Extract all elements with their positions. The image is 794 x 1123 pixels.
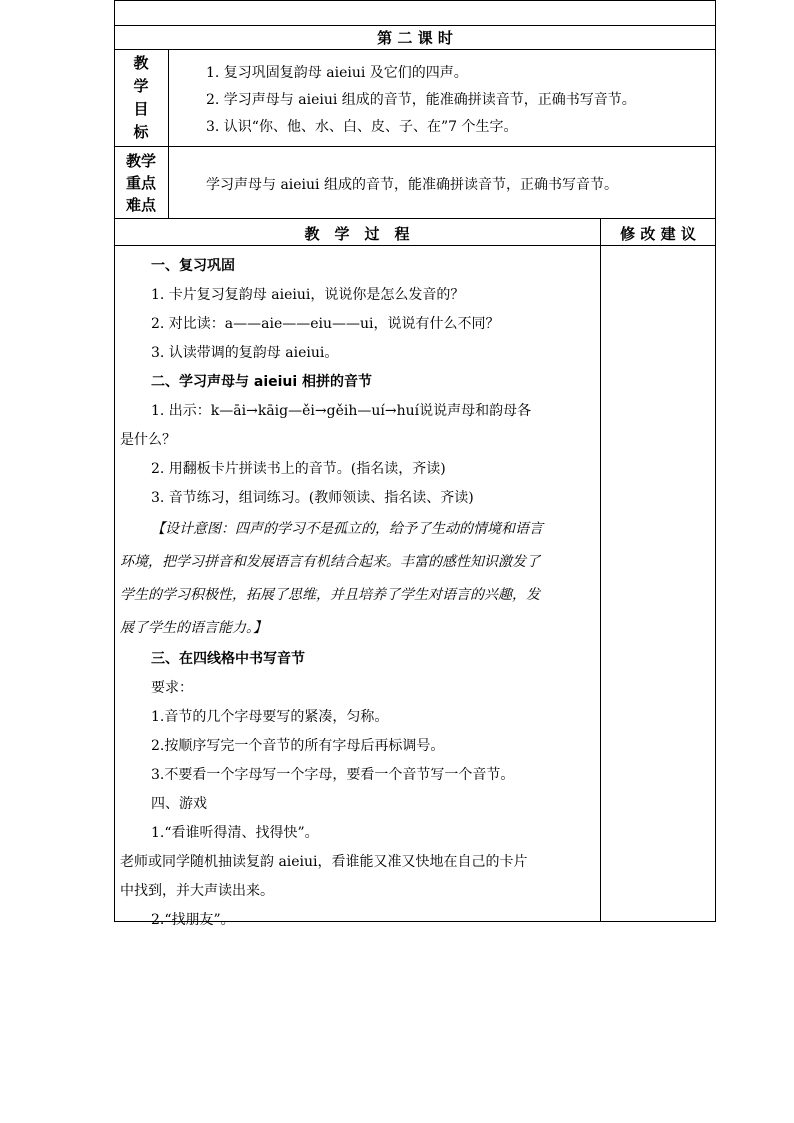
table-divider bbox=[114, 146, 716, 147]
label-column-divider bbox=[168, 49, 169, 219]
process-item: 2. 对比读：a——aie——eiu——ui，说说有什么不同？ bbox=[151, 316, 500, 332]
revise-header: 修 改 建 议 bbox=[620, 225, 696, 243]
table-border-right bbox=[715, 0, 716, 922]
table-divider bbox=[114, 49, 716, 50]
process-item: 3. 认读带调的复韵母 aieiui。 bbox=[151, 345, 339, 361]
lesson-plan-table bbox=[114, 0, 716, 928]
process-item-continuation: 是什么？ bbox=[120, 432, 176, 448]
process-item-desc: 中找到，并大声读出来。 bbox=[120, 883, 274, 899]
design-intent-line: 环境，把学习拼音和发展语言有机结合起来。丰富的感性知识激发了 bbox=[120, 554, 540, 570]
section-title: 一、复习巩固 bbox=[151, 258, 235, 274]
revise-suggestions-cell[interactable] bbox=[601, 246, 715, 921]
goal-item: 2. 学习声母与 aieiui 组成的音节，能准确拼读音节，正确书写音节。 bbox=[206, 92, 636, 108]
key-points-label-line: 重点 bbox=[125, 174, 156, 192]
section-title: 三、在四线格中书写音节 bbox=[151, 651, 305, 667]
key-points-label bbox=[114, 150, 168, 216]
process-item: 1.音节的几个字母要写的紧凑，匀称。 bbox=[151, 709, 389, 725]
process-item: 3. 音节练习，组词练习。(教师领读、指名读、齐读) bbox=[151, 490, 474, 506]
section-title: 二、学习声母与 aieiui 相拼的音节 bbox=[151, 374, 373, 390]
key-points-label-line: 难点 bbox=[125, 196, 156, 214]
process-header: 教 学 过 程 bbox=[304, 225, 410, 243]
goal-item: 3. 认识“你、他、水、白、皮、子、在”7 个生字。 bbox=[206, 119, 518, 135]
section-title: 四、游戏 bbox=[151, 796, 207, 812]
table-border-top bbox=[114, 0, 716, 1]
goals-label-char: 学 bbox=[133, 77, 149, 95]
requirement-label: 要求： bbox=[151, 680, 193, 696]
process-item-desc: 老师或同学随机抽读复韵 aieiui，看谁能又准又快地在自己的卡片 bbox=[120, 854, 528, 870]
table-divider bbox=[114, 218, 716, 219]
key-points-label-line: 教学 bbox=[125, 152, 156, 170]
goals-label-char: 目 bbox=[133, 100, 149, 118]
goals-label-char: 标 bbox=[133, 123, 149, 141]
design-intent-line: 【设计意图：四声的学习不是孤立的，给予了生动的情境和语言 bbox=[151, 521, 543, 537]
process-item: 2. 用翻板卡片拼读书上的音节。(指名读，齐读) bbox=[151, 461, 446, 477]
design-intent-line: 展了学生的语言能力。】 bbox=[120, 620, 267, 636]
process-item: 2.“找朋友”。 bbox=[151, 912, 235, 928]
process-item: 2.按顺序写完一个音节的所有字母后再标调号。 bbox=[151, 738, 445, 754]
goals-label-char: 教 bbox=[133, 54, 149, 72]
goals-label bbox=[114, 52, 168, 144]
process-item: 3.不要看一个字母写一个字母，要看一个音节写一个音节。 bbox=[151, 767, 515, 783]
process-item: 1. 出示：k—āi→kāig—ěi→gěih—uí→huí说说声母和韵母各 bbox=[151, 403, 532, 419]
process-item: 1.“看谁听得清、找得快”。 bbox=[151, 825, 319, 841]
lesson-title: 第 二 课 时 bbox=[377, 29, 453, 47]
table-divider bbox=[114, 25, 716, 26]
process-item: 1. 卡片复习复韵母 aieiui，说说你是怎么发音的？ bbox=[151, 287, 465, 303]
design-intent-line: 学生的学习积极性，拓展了思维，并且培养了学生对语言的兴趣，发 bbox=[120, 587, 540, 603]
goal-item: 1. 复习巩固复韵母 aieiui 及它们的四声。 bbox=[206, 65, 468, 81]
key-points-text: 学习声母与 aieiui 组成的音节，能准确拼读音节，正确书写音节。 bbox=[206, 177, 618, 193]
